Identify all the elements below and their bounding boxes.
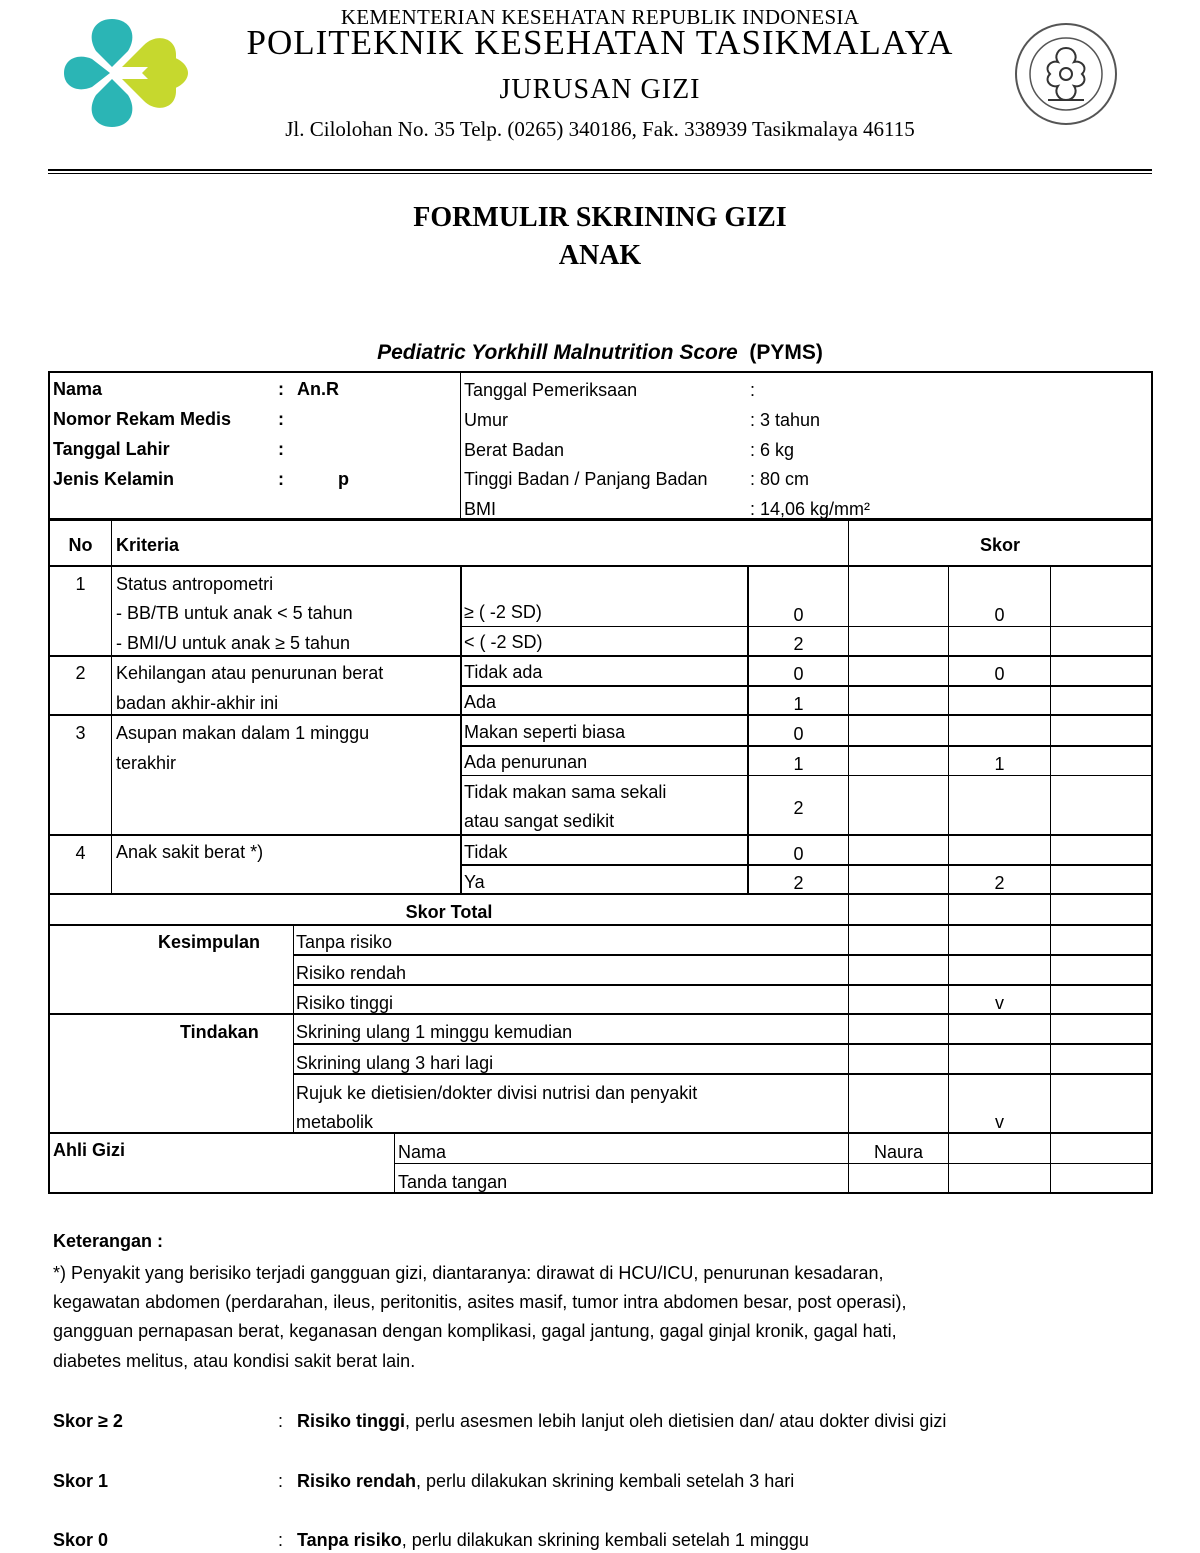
option-label-cont: atau sangat sedikit	[464, 811, 615, 831]
score-legend-text: Risiko rendah, perlu dilakukan skrining kembali setelah 3 hari	[297, 1471, 795, 1491]
option-label[interactable]: Ada penurunan	[464, 752, 588, 772]
colon: :	[278, 379, 284, 399]
conclusion-option: Tanpa risiko	[296, 932, 393, 952]
option-label[interactable]: Ya	[464, 872, 485, 892]
form-title: FORMULIR SKRINING GIZI	[413, 202, 787, 233]
conclusion-option: Risiko rendah	[296, 963, 407, 983]
department-name: JURUSAN GIZI	[499, 74, 701, 105]
col-no-header: No	[68, 535, 93, 555]
criterion-text: Anak sakit berat *)	[116, 842, 264, 862]
action-option: Skrining ulang 1 minggu kemudian	[296, 1022, 573, 1042]
criterion-text: terakhir	[116, 753, 177, 773]
institution-address: Jl. Cilolohan No. 35 Telp. (0265) 340186, Fak. 338939 Tasikmalaya 46115	[285, 117, 915, 141]
option-score[interactable]: 0	[994, 605, 1005, 625]
nutritionist-label: Ahli Gizi	[53, 1140, 125, 1160]
score-legend-label: Skor ≥ 2	[53, 1411, 123, 1431]
option-label[interactable]: Tidak makan sama sekali	[464, 782, 667, 802]
option-points: 0	[793, 724, 804, 744]
col-criteria-header: Kriteria	[116, 535, 180, 555]
notes-line: gangguan pernapasan berat, keganasan dengan komplikasi, gagal jantung, gagal ginjal kronik, gagal hati,	[53, 1321, 897, 1341]
score-legend-colon: :	[278, 1411, 284, 1431]
pyms-subtitle: Pediatric Yorkhill Malnutrition Score (PYMS)	[377, 341, 823, 364]
patient-name-label: Nama	[53, 379, 103, 399]
action-label: Tindakan	[180, 1022, 259, 1042]
birth-date-label: Tanggal Lahir	[53, 439, 170, 459]
option-label[interactable]: < ( -2 SD)	[464, 632, 543, 652]
option-points: 0	[793, 844, 804, 864]
bmi-label: BMI	[464, 499, 497, 519]
institution-name: POLITEKNIK KESEHATAN TASIKMALAYA	[246, 23, 954, 62]
identity-divider	[460, 371, 461, 520]
notes-title: Keterangan :	[53, 1231, 164, 1251]
option-label[interactable]: Tidak ada	[464, 662, 543, 682]
weight-value[interactable]: : 6 kg	[750, 440, 795, 460]
option-points: 1	[793, 754, 804, 774]
score-legend-text: Tanpa risiko, perlu dilakukan skrining kembali setelah 1 minggu	[297, 1530, 809, 1550]
notes-line: kegawatan abdomen (perdarahan, ileus, peritonitis, asites masif, tumor intra abdomen besar, post operasi),	[53, 1292, 907, 1312]
header-rule-thin	[48, 173, 1152, 174]
notes-line: diabetes melitus, atau kondisi sakit berat lain.	[53, 1351, 416, 1371]
action-option: Skrining ulang 3 hari lagi	[296, 1053, 494, 1073]
criterion-text: - BMI/U untuk anak ≥ 5 tahun	[116, 633, 350, 653]
option-points: 0	[793, 664, 804, 684]
option-label[interactable]: Ada	[464, 692, 497, 712]
patient-name-value[interactable]: An.R	[297, 379, 339, 399]
form-title-sub: ANAK	[558, 240, 642, 271]
criterion-number: 1	[75, 574, 86, 594]
action-mark[interactable]: v	[995, 1112, 1004, 1132]
signature-label: Tanda tangan	[398, 1172, 508, 1192]
score-legend-colon: :	[278, 1530, 284, 1550]
option-points: 0	[793, 605, 804, 625]
sex-value[interactable]: p	[338, 469, 349, 489]
option-score[interactable]: 1	[994, 754, 1005, 774]
colon: :	[278, 409, 284, 429]
conclusion-option: Risiko tinggi	[296, 993, 394, 1013]
conclusion-mark[interactable]: v	[995, 993, 1004, 1013]
notes-line: *) Penyakit yang berisiko terjadi gangguan gizi, diantaranya: dirawat di HCU/ICU, penurunan kesadaran,	[53, 1263, 884, 1283]
header-rule-thick	[48, 169, 1152, 171]
col-score-header: Skor	[979, 535, 1021, 555]
score-legend-colon: :	[278, 1471, 284, 1491]
option-score[interactable]: 2	[994, 873, 1005, 893]
exam-date-value[interactable]: :	[750, 380, 756, 400]
criterion-number: 2	[75, 663, 86, 683]
bmi-value[interactable]: : 14,06 kg/mm²	[750, 499, 871, 519]
criterion-text: Kehilangan atau penurunan berat	[116, 663, 384, 683]
age-value[interactable]: : 3 tahun	[750, 410, 821, 430]
option-label[interactable]: Tidak	[464, 842, 508, 862]
criterion-text: Asupan makan dalam 1 minggu	[116, 723, 370, 743]
criterion-text: badan akhir-akhir ini	[116, 693, 279, 713]
medical-record-label: Nomor Rekam Medis	[53, 409, 232, 429]
nutritionist-name-value[interactable]: Naura	[873, 1142, 924, 1162]
weight-label: Berat Badan	[464, 440, 565, 460]
age-label: Umur	[464, 410, 508, 430]
score-legend-label: Skor 1	[53, 1471, 109, 1491]
score-legend-text: Risiko tinggi, perlu asesmen lebih lanjut oleh dietisien dan/ atau dokter divisi gizi	[297, 1411, 947, 1431]
height-label: Tinggi Badan / Panjang Badan	[464, 469, 708, 489]
option-label[interactable]: Makan seperti biasa	[464, 722, 626, 742]
total-score-label: Skor Total	[405, 902, 493, 922]
colon: :	[278, 469, 284, 489]
criterion-number: 3	[75, 723, 86, 743]
exam-date-label: Tanggal Pemeriksaan	[464, 380, 638, 400]
action-option: Rujuk ke dietisien/dokter divisi nutrisi dan penyakit	[296, 1083, 698, 1103]
height-value[interactable]: : 80 cm	[750, 469, 810, 489]
option-points: 1	[793, 694, 804, 714]
option-score[interactable]: 0	[994, 664, 1005, 684]
colon: :	[278, 439, 284, 459]
option-label[interactable]: ≥ ( -2 SD)	[464, 602, 542, 622]
criterion-text: - BB/TB untuk anak < 5 tahun	[116, 603, 353, 623]
ministry-name: KEMENTERIAN KESEHATAN REPUBLIK INDONESIA	[340, 5, 860, 29]
option-points: 2	[793, 634, 804, 654]
poltekkes-seal	[1012, 20, 1120, 128]
criterion-number: 4	[75, 843, 86, 863]
criterion-text: Status antropometri	[116, 574, 274, 594]
option-points: 2	[793, 873, 804, 893]
score-legend-label: Skor 0	[53, 1530, 109, 1550]
conclusion-label: Kesimpulan	[158, 932, 261, 952]
action-option-cont: metabolik	[296, 1112, 374, 1132]
nutritionist-name-label: Nama	[398, 1142, 447, 1162]
sex-label: Jenis Kelamin	[53, 469, 175, 489]
option-points: 2	[793, 798, 804, 818]
